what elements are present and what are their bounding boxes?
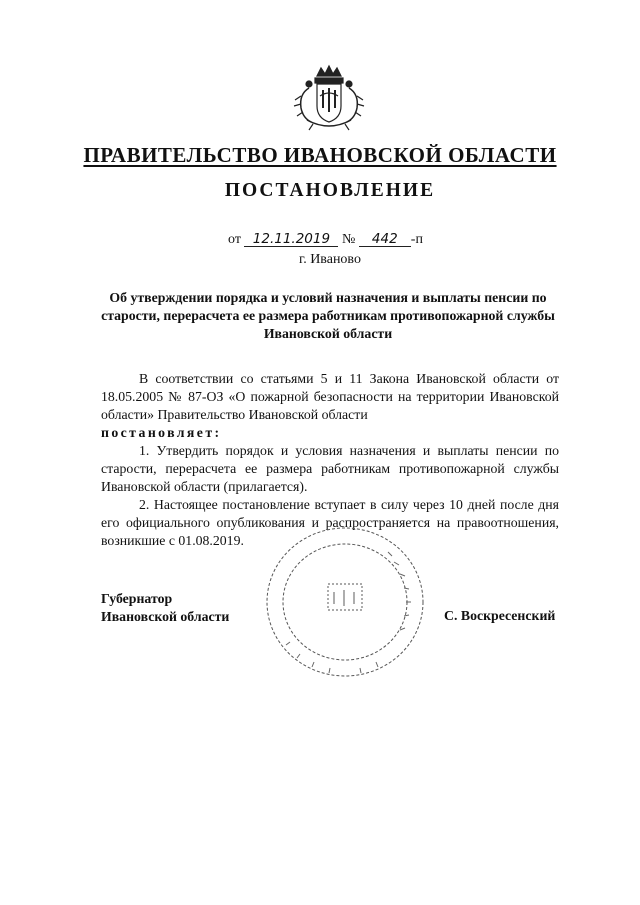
- document-date: 12.11.2019: [244, 232, 338, 247]
- signatory-title: [101, 590, 229, 626]
- number-sign: №: [341, 232, 356, 247]
- organization-title: ПРАВИТЕЛЬСТВО ИВАНОВСКОЙ ОБЛАСТИ: [83, 143, 557, 167]
- date-prefix: от: [228, 232, 241, 247]
- signatory-title-line-1: Губернатор: [101, 591, 173, 606]
- item-2: 2. Настоящее постановление вступает в силу через 10 дней после дня его официального опубликования и распространяется на правоотношения, возникшие с 01.08.2019.: [101, 497, 559, 548]
- number-suffix: -п: [410, 232, 423, 247]
- document-subject: Об утверждении порядка и условий назначения и выплаты пенсии по старости, перерасчета ее размера работникам противопожарной службы Ивановской области: [101, 290, 555, 341]
- signatory-name: С. Воскресенский: [444, 608, 556, 623]
- item-1: 1. Утвердить порядок и условия назначения и выплаты пенсии по старости, перерасчета ее размера работникам противопожарной службы Ивановской области (прилагается).: [101, 443, 559, 494]
- resolves-word: постановляет:: [101, 425, 222, 440]
- preamble: В соответствии со статьями 5 и 11 Закона Ивановской области от 18.05.2005 № 87-ОЗ «О пожарной безопасности на территории Ивановской области» Правительство Ивановской области постановляет:: [101, 371, 559, 440]
- coat-of-arms-icon: [287, 62, 371, 132]
- document-number: 442: [359, 232, 411, 247]
- signatory-title-line-2: Ивановской области: [101, 609, 230, 624]
- registration-line: [228, 232, 423, 248]
- city: г. Иваново: [299, 252, 361, 267]
- official-seal-icon: [260, 522, 430, 682]
- document-type: ПОСТАНОВЛЕНИЕ: [224, 180, 436, 201]
